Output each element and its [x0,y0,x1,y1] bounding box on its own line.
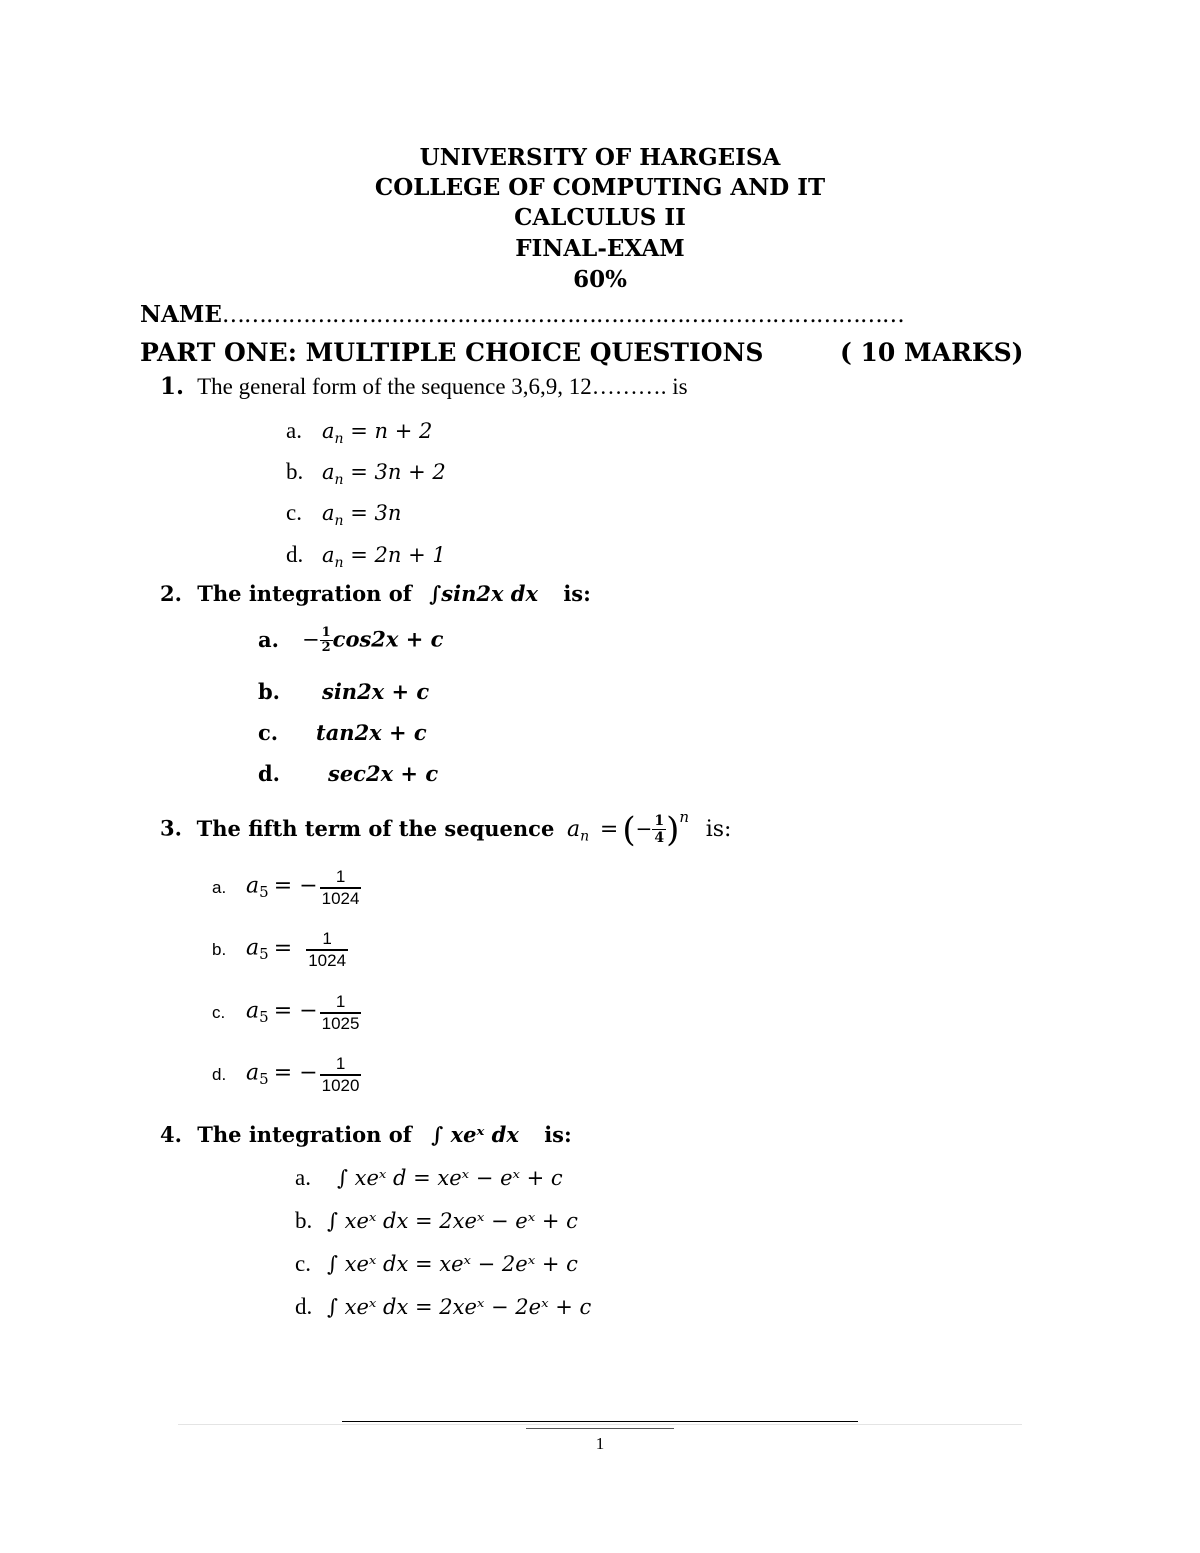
question-text: The general form of the sequence 3,6,9, 12………. is [197,374,688,399]
question-text: The integration of [197,1122,412,1147]
part-one-title: PART ONE: MULTIPLE CHOICE QUESTIONS [140,338,764,367]
page-number: 1 [595,1434,605,1453]
question-3: 3. The fifth term of the sequence $a_n$ = (− $\frac{1}{4}$ )$^n$ is: [160,807,732,850]
footer-rule [342,1421,858,1422]
q3-option-b[interactable]: b. $a_5$ = $\frac{1}{1024}$ [212,929,347,970]
q2-option-c[interactable]: c. tan2x + c [258,720,427,745]
footer-short-rule [526,1428,674,1429]
exam-weight: 60% [573,266,627,293]
q4-option-c[interactable]: c. ∫ xeˣ dx = xeˣ − 2eˣ + c [295,1251,578,1276]
q2-option-a[interactable]: a. − $\frac{1}{2}$ cos2x + c [258,625,444,656]
name-label: NAME [140,301,222,328]
question-suffix: is: [705,816,732,842]
name-dots: ………………………………………………………………………………… [221,302,904,328]
q3-option-d[interactable]: d. $a_5$ = − $\frac{1}{1020}$ [212,1054,360,1095]
question-text: The fifth term of the sequence [196,815,555,841]
part-one-marks: ( 10 MARKS) [840,338,1024,367]
question-4 [160,1122,572,1147]
sequence-lhs: a [567,816,581,842]
q2-option-d[interactable]: d. sec2x + c [258,761,439,786]
q1-option-d[interactable]: d. $a_n = 2n + 1$ [286,542,446,572]
question-suffix: is: [544,1122,572,1147]
q1-option-b[interactable]: b. $a_n = 3n + 2$ [286,459,446,489]
footer-light-rule [178,1424,1022,1425]
question-number: 2. [160,581,182,606]
exam-title: FINAL-EXAM [515,235,685,262]
question-text: The integration of [197,581,412,606]
q3-option-c[interactable]: c. $a_5$ = − $\frac{1}{1025}$ [212,992,360,1033]
question-2 [160,581,591,606]
question-number: 3. [160,815,182,841]
college-name: COLLEGE OF COMPUTING AND IT [374,174,826,201]
question-number: 1. [160,373,185,400]
q3-option-a[interactable]: a. $a_5$ = − $\frac{1}{1024}$ [212,867,360,908]
question-integral: ∫sin2x dx [429,581,538,606]
q4-option-d[interactable]: d. ∫ xeˣ dx = 2xeˣ − 2eˣ + c [295,1294,592,1319]
q1-option-c[interactable]: c. $a_n = 3n$ [286,500,402,530]
university-name: UNIVERSITY OF HARGEISA [419,144,781,171]
question-1 [160,373,688,400]
question-number: 4. [160,1122,182,1147]
q4-option-b[interactable]: b. ∫ xeˣ dx = 2xeˣ − eˣ + c [295,1208,578,1233]
course-title: CALCULUS II [514,204,686,231]
q4-option-a[interactable]: a. ∫ xeˣ d = xeˣ − eˣ + c [295,1165,563,1190]
question-suffix: is: [563,581,591,606]
q2-option-b[interactable]: b. sin2x + c [258,679,430,704]
q1-option-a[interactable]: a. $a_n = n + 2$ [286,418,433,448]
name-field[interactable] [140,301,904,328]
question-integral: ∫ xeˣ dx [431,1122,519,1147]
